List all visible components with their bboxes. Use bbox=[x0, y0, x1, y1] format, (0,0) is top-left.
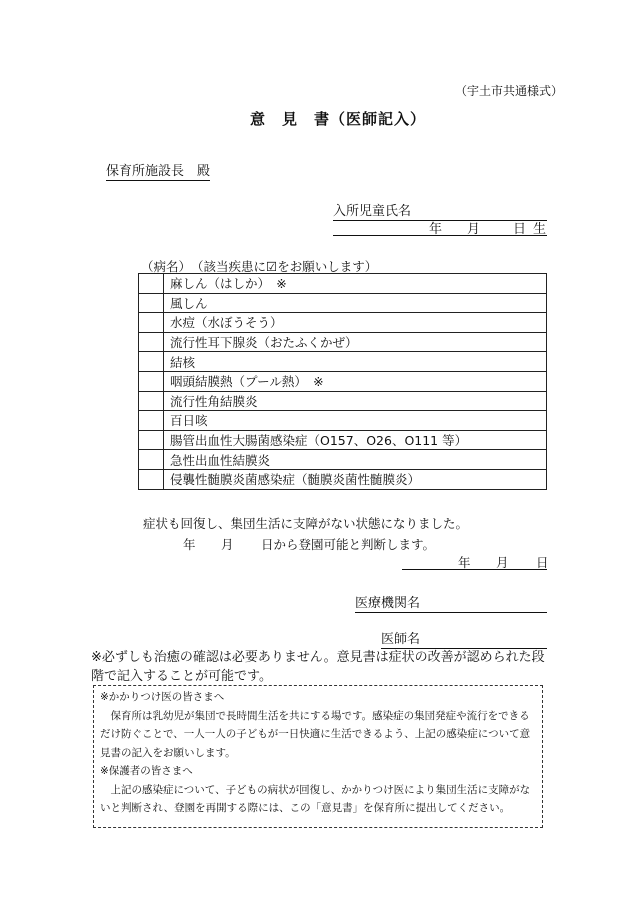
issue-day-label: 日 bbox=[536, 555, 549, 570]
issue-date-field[interactable] bbox=[402, 553, 547, 570]
return-date-line[interactable] bbox=[183, 535, 436, 553]
cure-note: ※必ずしも治癒の確認は必要ありません。意見書は症状の改善が認められた段階で記入することが可能です。 bbox=[91, 650, 545, 684]
disease-row bbox=[139, 371, 547, 391]
disease-row bbox=[139, 274, 547, 294]
disease-name: 水痘（水ぼうそう） bbox=[164, 313, 547, 333]
disease-checkbox[interactable] bbox=[139, 450, 164, 470]
recovery-statement: 症状も回復し、集団生活に支障がない状態になりました。 bbox=[143, 516, 469, 531]
issue-year-label: 年 bbox=[458, 555, 471, 570]
disease-checkbox[interactable] bbox=[139, 469, 164, 489]
disease-row bbox=[139, 352, 547, 372]
disease-row bbox=[139, 391, 547, 411]
medical-institution-field[interactable]: 医療機関名 bbox=[355, 592, 547, 613]
disease-row bbox=[139, 411, 547, 431]
disease-name: 咽頭結膜熱（プール熱） ※ bbox=[164, 371, 547, 391]
dob-month-label: 月 bbox=[467, 222, 481, 237]
disease-name: 侵襲性髄膜炎菌感染症（髄膜炎菌性髄膜炎） bbox=[164, 469, 547, 489]
disease-name: 流行性角結膜炎 bbox=[164, 391, 547, 411]
disease-row bbox=[139, 430, 547, 450]
disease-name: 風しん bbox=[164, 293, 547, 313]
disease-checkbox[interactable] bbox=[139, 371, 164, 391]
notes-box bbox=[93, 685, 543, 828]
date-of-birth-field[interactable] bbox=[333, 218, 547, 236]
addressee bbox=[106, 160, 210, 179]
disease-checkbox[interactable] bbox=[139, 352, 164, 372]
disease-checkbox[interactable] bbox=[139, 411, 164, 431]
disease-row bbox=[139, 332, 547, 352]
guardian-heading: ※保護者の皆さまへ bbox=[100, 765, 193, 777]
disease-checkbox[interactable] bbox=[139, 332, 164, 352]
doctor-text: 保育所は乳幼児が集団で長時間生活を共にする場です。感染症の集団発症や流行をできるだけ防ぐことで、一人一人の子どもが一日快適に生活できるよう、上記の感染症について意見書の記入をお願いします。 bbox=[100, 709, 531, 759]
disease-name: 流行性耳下腺炎（おたふくかぜ） bbox=[164, 332, 547, 352]
disease-checkbox[interactable] bbox=[139, 313, 164, 333]
disease-row bbox=[139, 293, 547, 313]
disease-name: 急性出血性結膜炎 bbox=[164, 450, 547, 470]
addressee-text: 保育所施設長 殿 bbox=[106, 164, 211, 179]
disease-checkbox[interactable] bbox=[139, 274, 164, 294]
disease-name: 結核 bbox=[164, 352, 547, 372]
disease-row bbox=[139, 450, 547, 470]
disease-row bbox=[139, 313, 547, 333]
doctor-heading: ※かかりつけ医の皆さまへ bbox=[100, 691, 225, 703]
disease-row bbox=[139, 469, 547, 489]
doctor-name-field[interactable]: 医師名 bbox=[381, 628, 547, 649]
return-year-label: 年 bbox=[183, 537, 196, 552]
disease-name: 麻しん（はしか） ※ bbox=[164, 274, 547, 294]
guardian-text: 上記の感染症について、子どもの病状が回復し、かかりつけ医により集団生活に支障がないと判断され、登園を再開する際には、この「意見書」を保育所に提出してください。 bbox=[100, 783, 531, 814]
disease-checkbox[interactable] bbox=[139, 293, 164, 313]
issue-month-label: 月 bbox=[496, 555, 509, 570]
dob-suffix-label: 生 bbox=[533, 222, 547, 237]
dob-year-label: 年 bbox=[429, 222, 443, 237]
disease-section-label: （病名） （該当疾患に☑をお願いします） bbox=[141, 259, 378, 274]
disease-table bbox=[138, 273, 547, 490]
dob-day-label: 日 bbox=[513, 222, 527, 237]
form-header-note: （宇土市共通様式） bbox=[455, 84, 564, 98]
return-day-text: 日から登園可能と判断します。 bbox=[261, 537, 436, 552]
disease-name: 百日咳 bbox=[164, 411, 547, 431]
page-title: 意 見 書（医師記入） bbox=[250, 110, 427, 128]
child-name-field[interactable]: 入所児童氏名 bbox=[333, 200, 547, 221]
disease-name: 腸管出血性大腸菌感染症（O157、O26、O111 等） bbox=[164, 430, 547, 450]
disease-checkbox[interactable] bbox=[139, 391, 164, 411]
disease-checkbox[interactable] bbox=[139, 430, 164, 450]
return-month-label: 月 bbox=[221, 537, 234, 552]
